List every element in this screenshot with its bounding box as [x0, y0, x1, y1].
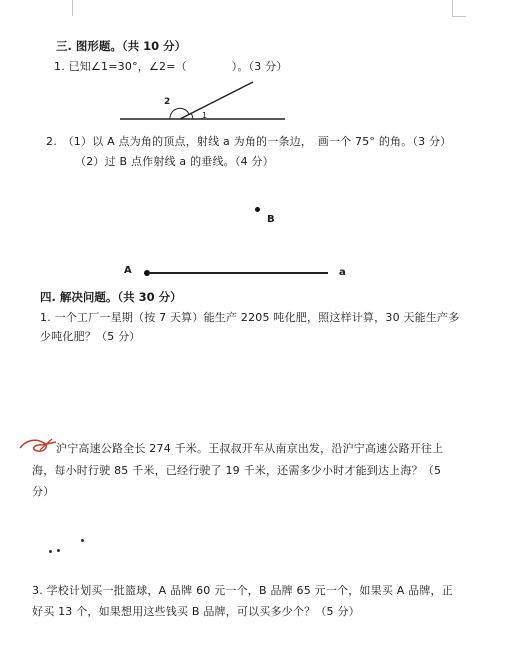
ray-a-line	[148, 272, 328, 274]
red-correction-mark	[18, 436, 60, 456]
section4-q1-line1: 1. 一个工厂一星期（按 7 天算）能生产 2205 吨化肥，照这样计算，30 天能生产多	[40, 311, 460, 324]
angle-arc-1	[191, 113, 193, 119]
section4-q1-line2: 少吨化肥？（5 分）	[40, 330, 141, 343]
section4-q2-line3: 分）	[32, 485, 55, 498]
angle-label-1: 1	[202, 111, 208, 120]
speck	[57, 549, 60, 552]
corner-mark-left	[72, 0, 73, 16]
section4-q2-line1: 沪宁高速公路全长 274 千米。王叔叔开车从南京出发，沿沪宁高速公路开往上	[56, 442, 444, 455]
angle-arc-2	[170, 108, 189, 119]
section3-q1-text: 1. 已知∠1=30°，∠2=（ ）。（3 分）	[54, 60, 288, 73]
ray-a-label: a	[339, 267, 346, 278]
angle-label-2: 2	[164, 97, 171, 107]
angle-figure	[120, 78, 290, 128]
section4-q3-line1: 3. 学校计划买一批篮球，A 品牌 60 元一个，B 品牌 65 元一个，如果买 A 品牌，正	[32, 584, 453, 597]
section3-heading: 三. 图形题。（共 10 分）	[56, 39, 187, 53]
speck	[49, 550, 52, 553]
point-a-label: A	[124, 265, 132, 276]
section3-q2-line1: 2. （1）以 A 点为角的顶点，射线 a 为角的一条边， 画一个 75° 的角。（3 分）	[46, 135, 452, 148]
point-b-label: B	[267, 214, 275, 225]
section4-q2-line2: 海，每小时行驶 85 千米，已经行驶了 19 千米，还需多少小时才能到达上海？（5	[32, 464, 442, 477]
section4-q3-line2: 好买 13 个，如果想用这些钱买 B 品牌，可以买多少个？（5 分）	[32, 605, 360, 618]
section4-heading: 四. 解决问题。（共 30 分）	[40, 290, 182, 304]
corner-mark-right-h	[452, 16, 466, 17]
speck	[81, 539, 84, 542]
point-b-dot	[255, 207, 260, 212]
section3-q2-line2: （2）过 B 点作射线 a 的垂线。（4 分）	[75, 155, 274, 168]
corner-mark-right	[452, 0, 453, 16]
